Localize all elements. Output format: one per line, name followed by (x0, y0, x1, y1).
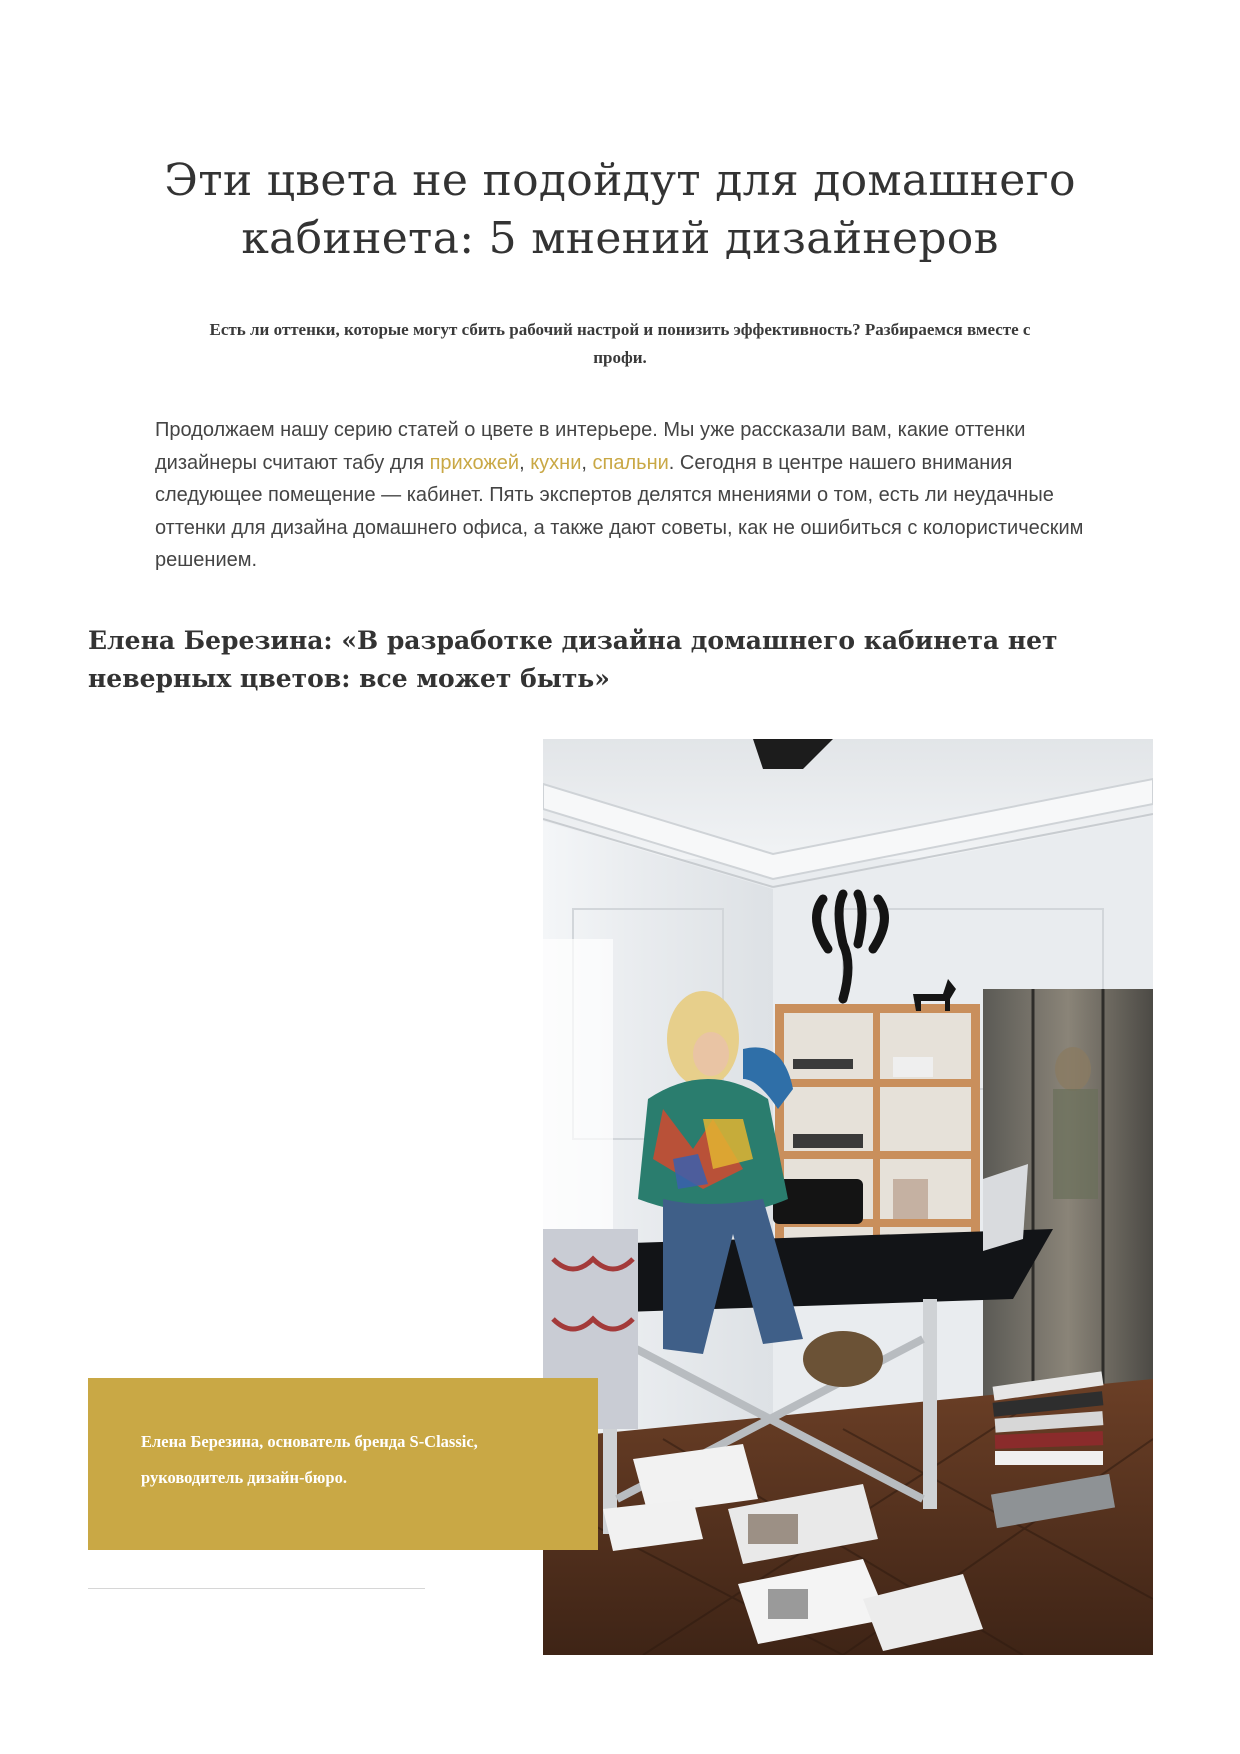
caption-box (88, 1378, 598, 1550)
link-bedroom[interactable]: спальни (592, 451, 669, 474)
article-title: Эти цвета не подойдут для домашнего кабинета: 5 мнений дизайнеров (164, 155, 1076, 264)
intro-text-end: . Сегодня в центре нашего внимания следующее помещение — кабинет. Пять экспертов делятся мнениями о том, есть ли неудачные оттенки для дизайна домашнего офиса, а также дают советы, как не ошибиться с колористическим решением. (155, 451, 1084, 571)
article-subtitle: Есть ли оттенки, которые могут сбить рабочий настрой и понизить эффективность? Разбираемся вместе с профи. (209, 320, 1031, 367)
article-intro (155, 414, 1115, 577)
intro-separator: , (581, 451, 593, 474)
intro-separator: , (519, 451, 531, 474)
section-heading-berezina: Елена Березина: «В разработке дизайна домашнего кабинета нет неверных цветов: все может быть» (88, 626, 1058, 693)
divider (88, 1588, 425, 1589)
link-hallway[interactable]: прихожей (429, 451, 520, 474)
intro-text-start: Продолжаем нашу серию статей о цвете в интерьере. Мы уже рассказали вам, какие оттенки дизайнеры считают табу для (155, 419, 1026, 474)
photo-illustration (543, 739, 1153, 1655)
caption-text: Елена Березина, основатель бренда S-Classic, руководитель дизайн-бюро. (141, 1432, 478, 1487)
link-kitchen[interactable]: кухни (530, 451, 582, 474)
office-interior-photo (543, 739, 1153, 1655)
